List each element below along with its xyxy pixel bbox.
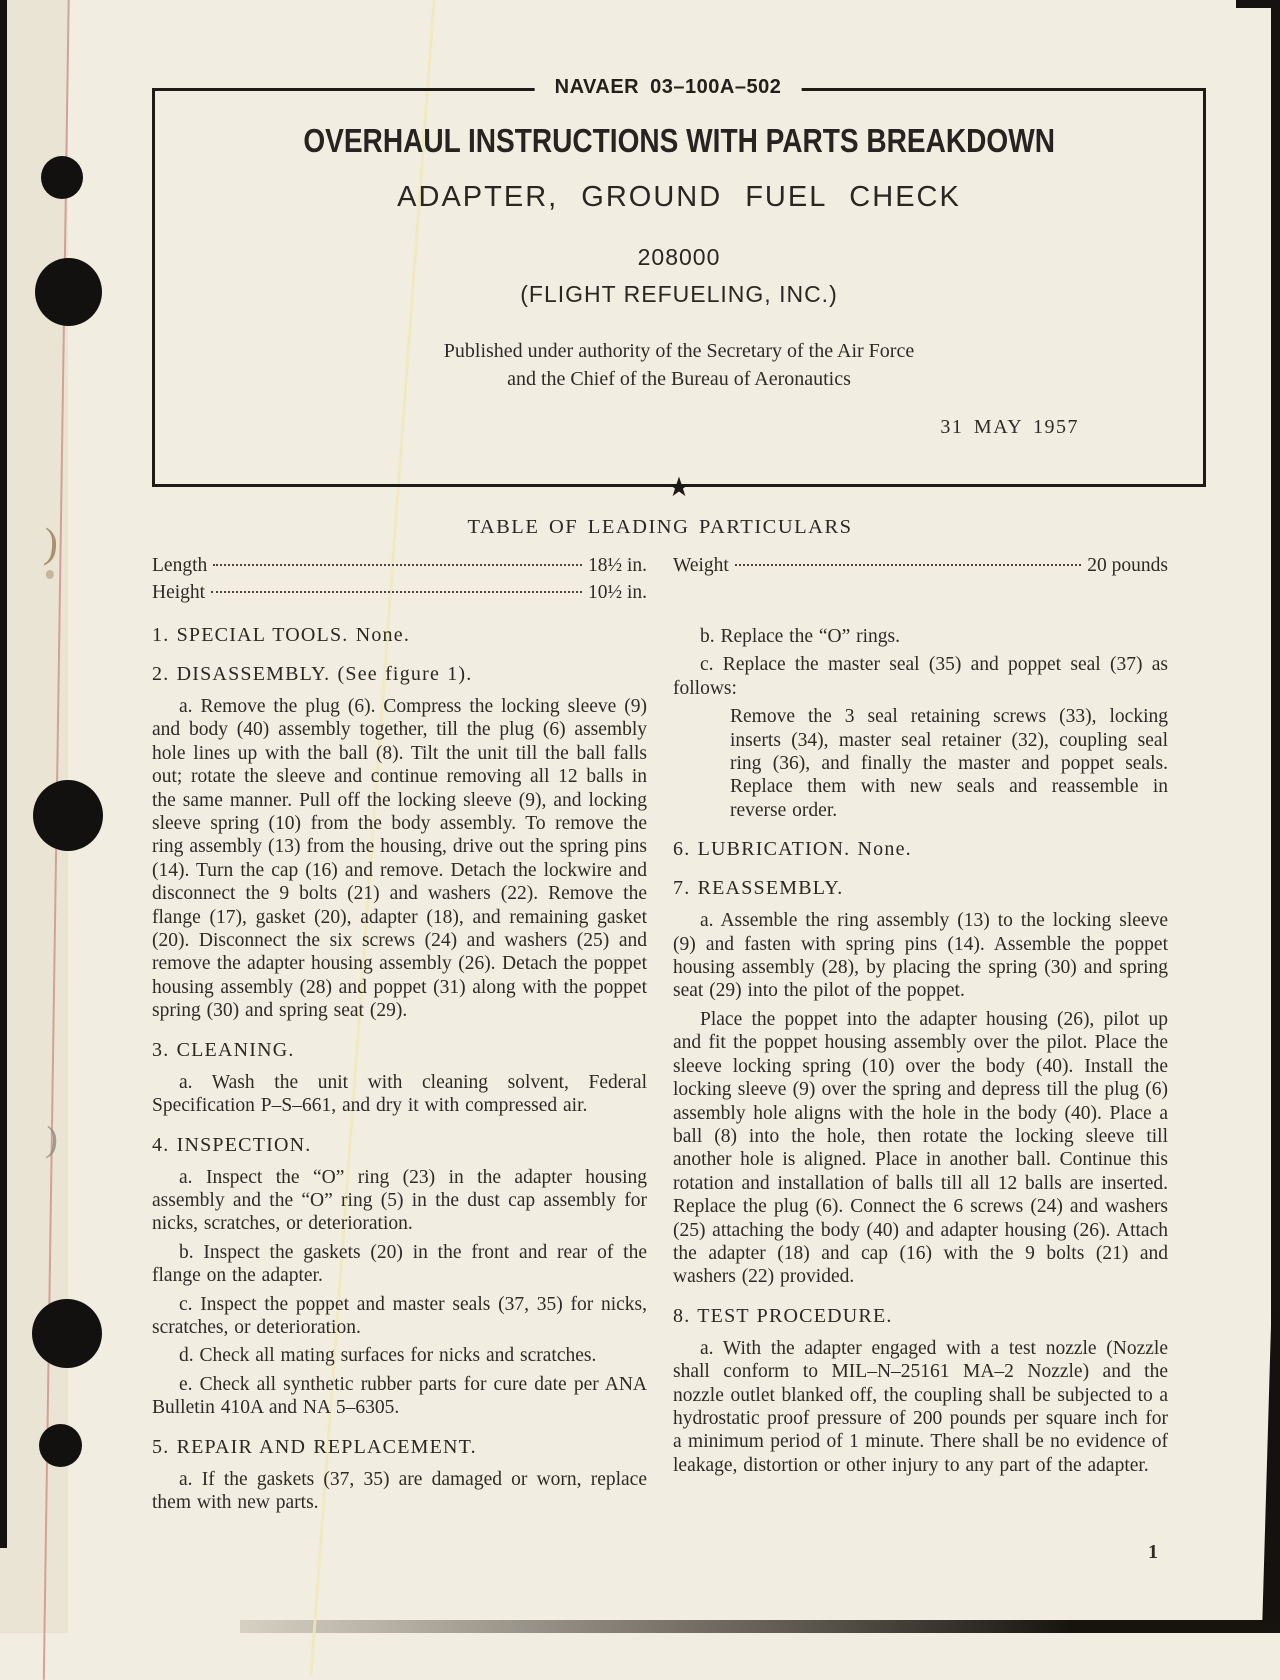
dot-leader [211, 591, 582, 593]
section-heading: 7. REASSEMBLY. [673, 877, 844, 900]
particulars-title: TABLE OF LEADING PARTICULARS [467, 516, 853, 538]
paragraph: b. Inspect the gaskets (20) in the front and rear of the flange on the adapter. [152, 1241, 647, 1287]
section-heading: 1. SPECIAL TOOLS. None. [152, 624, 411, 646]
section-heading: 3. CLEANING. [152, 1038, 295, 1061]
paragraph: c. Replace the master seal (35) and poppet seal (37) as follows: [673, 654, 1168, 699]
binding-hole [35, 258, 102, 326]
right-text-column [673, 608, 1168, 1519]
particulars-label: Length [152, 555, 208, 576]
binding-hole [39, 1424, 82, 1467]
particulars-label: Height [152, 582, 206, 603]
particulars-value: 18½ in. [587, 555, 647, 576]
authority-line: Published under authority of the Secretary of the Air Force [443, 340, 915, 362]
handwritten-margin-mark: ) [42, 520, 60, 568]
scan-edge-right-wedge [1262, 1313, 1280, 1633]
section-heading: 8. TEST PROCEDURE. [673, 1304, 893, 1327]
handwritten-margin-mark: ) [44, 1118, 60, 1160]
paragraph: d. Check all mating surfaces for nicks and scratches. [179, 1345, 597, 1367]
section-heading: 4. INSPECTION. [152, 1133, 312, 1156]
authority-statement [155, 337, 1203, 393]
paragraph: Remove the 3 seal retaining screws (33), locking inserts (34), master seal retainer (32), coupling seal ring (36), and finally the master and poppet seals. Replace them with new seals and reassemble in reverse order. [730, 706, 1168, 821]
section-heading: 2. DISASSEMBLY. (See figure 1). [152, 663, 473, 685]
scan-edge-left [0, 0, 7, 1548]
particulars-right-column [673, 552, 1168, 606]
binding-hole [41, 156, 83, 199]
document-subtitle: ADAPTER, GROUND FUEL CHECK [397, 181, 961, 213]
manufacturer-name: (FLIGHT REFUELING, INC.) [520, 281, 838, 307]
paragraph: c. Inspect the poppet and master seals (37, 35) for nicks, scratches, or deterioration. [152, 1293, 647, 1338]
document-title [155, 123, 1203, 159]
particulars-value: 20 pounds [1087, 555, 1168, 576]
page-number: 1 [1148, 1541, 1158, 1563]
particulars-row [673, 552, 1168, 579]
binding-hole [33, 780, 103, 851]
left-text-column [152, 608, 647, 1519]
paragraph: Place the poppet into the adapter housing (26), pilot up and fit the poppet housing assembly over the pilot. Place the sleeve locking spring (10) over the body (40). Install the locking sleeve (9) over the spring and depress till the plug (6) assembly hole aligns with the hole in the body (40). Place a ball (8) into the hole, then rotate the locking sleeve till another hole is aligned. Place in another ball. Continue this rotation and installation of balls till all 12 balls are inserted. Replace the plug (6). Connect the 6 screws (24) and washers (25) attaching the body (40) and adapter housing (26). Attach the adapter (18) and cap (16) with the 9 bolts (21) and washers (22) provided. [673, 1008, 1168, 1288]
paragraph: b. Replace the “O” rings. [700, 626, 901, 647]
particulars-label: Weight [673, 555, 729, 576]
page-body [152, 516, 1168, 1519]
section-heading: 5. REPAIR AND REPLACEMENT. [152, 1435, 477, 1458]
dot-leader [213, 564, 582, 566]
paragraph: e. Check all synthetic rubber parts for cure date per ANA Bulletin 410A and NA 5–6305. [152, 1373, 647, 1419]
paragraph: a. With the adapter engaged with a test nozzle (Nozzle shall conform to MIL–N–25161 MA–2 Nozzle) and the nozzle outlet blanked off, the coupling shall be subjected to a hydrostatic proof pressure of 200 pounds per square inch for a minimum period of 1 minute. There shall be no evidence of leakage, distortion or other injury to any part of the adapter. [673, 1337, 1168, 1476]
binding-hole [32, 1299, 102, 1368]
title-block [152, 76, 1206, 502]
text-columns [152, 608, 1168, 1519]
particulars-table [152, 552, 1168, 606]
paragraph: a. Remove the plug (6). Compress the locking sleeve (9) and body (40) assembly together, till the plug (6) assembly hole lines up with the ball (8). Tilt the unit till the ball falls out; rotate the sleeve and continue removing all 12 balls in the same manner. Pull off the locking sleeve (9), and locking sleeve spring (10) from the body assembly. To remove the ring assembly (13) from the housing, drive out the spring pins (14). Turn the cap (16) and remove. Detach the lockwire and disconnect the 9 bolts (21) and washers (22). Remove the flange (17), gasket (20), adapter (18), and remaining gasket (20). Disconnect the six screws (24) and washers (25) and remove the adapter housing assembly (26). Detach the poppet housing assembly (28) and poppet (31) along with the poppet spring (30) and spring seat (29). [152, 696, 647, 1022]
particulars-row [152, 552, 647, 579]
publication-date: 31 MAY 1957 [940, 416, 1079, 438]
dot-leader [735, 564, 1081, 566]
star-icon: ★ [666, 472, 692, 502]
document-title-text: OVERHAUL INSTRUCTIONS WITH PARTS BREAKDOWN [303, 122, 1055, 159]
particulars-row [152, 579, 647, 606]
document-number: NAVAER 03–100A–502 [535, 76, 802, 99]
particulars-value: 10½ in. [587, 582, 647, 603]
authority-line: and the Chief of the Bureau of Aeronautics [507, 368, 851, 390]
paragraph: a. If the gaskets (37, 35) are damaged or worn, replace them with new parts. [152, 1468, 647, 1513]
paragraph: a. Assemble the ring assembly (13) to the locking sleeve (9) and fasten with spring pins (14). Assemble the poppet housing assembly (28), by placing the spring (30) and spring seat (29) into the pilot of the poppet. [673, 910, 1168, 1002]
part-number: 208000 [637, 244, 721, 270]
paragraph: a. Wash the unit with cleaning solvent, Federal Specification P–S–661, and dry it with compressed air. [152, 1071, 647, 1117]
paragraph: a. Inspect the “O” ring (23) in the adapter housing assembly and the “O” ring (5) in the dust cap assembly for nicks, scratches, or deterioration. [152, 1166, 647, 1235]
section-heading: 6. LUBRICATION. None. [673, 838, 912, 861]
scan-edge-bottom [240, 1620, 1280, 1633]
particulars-left-column [152, 552, 647, 606]
